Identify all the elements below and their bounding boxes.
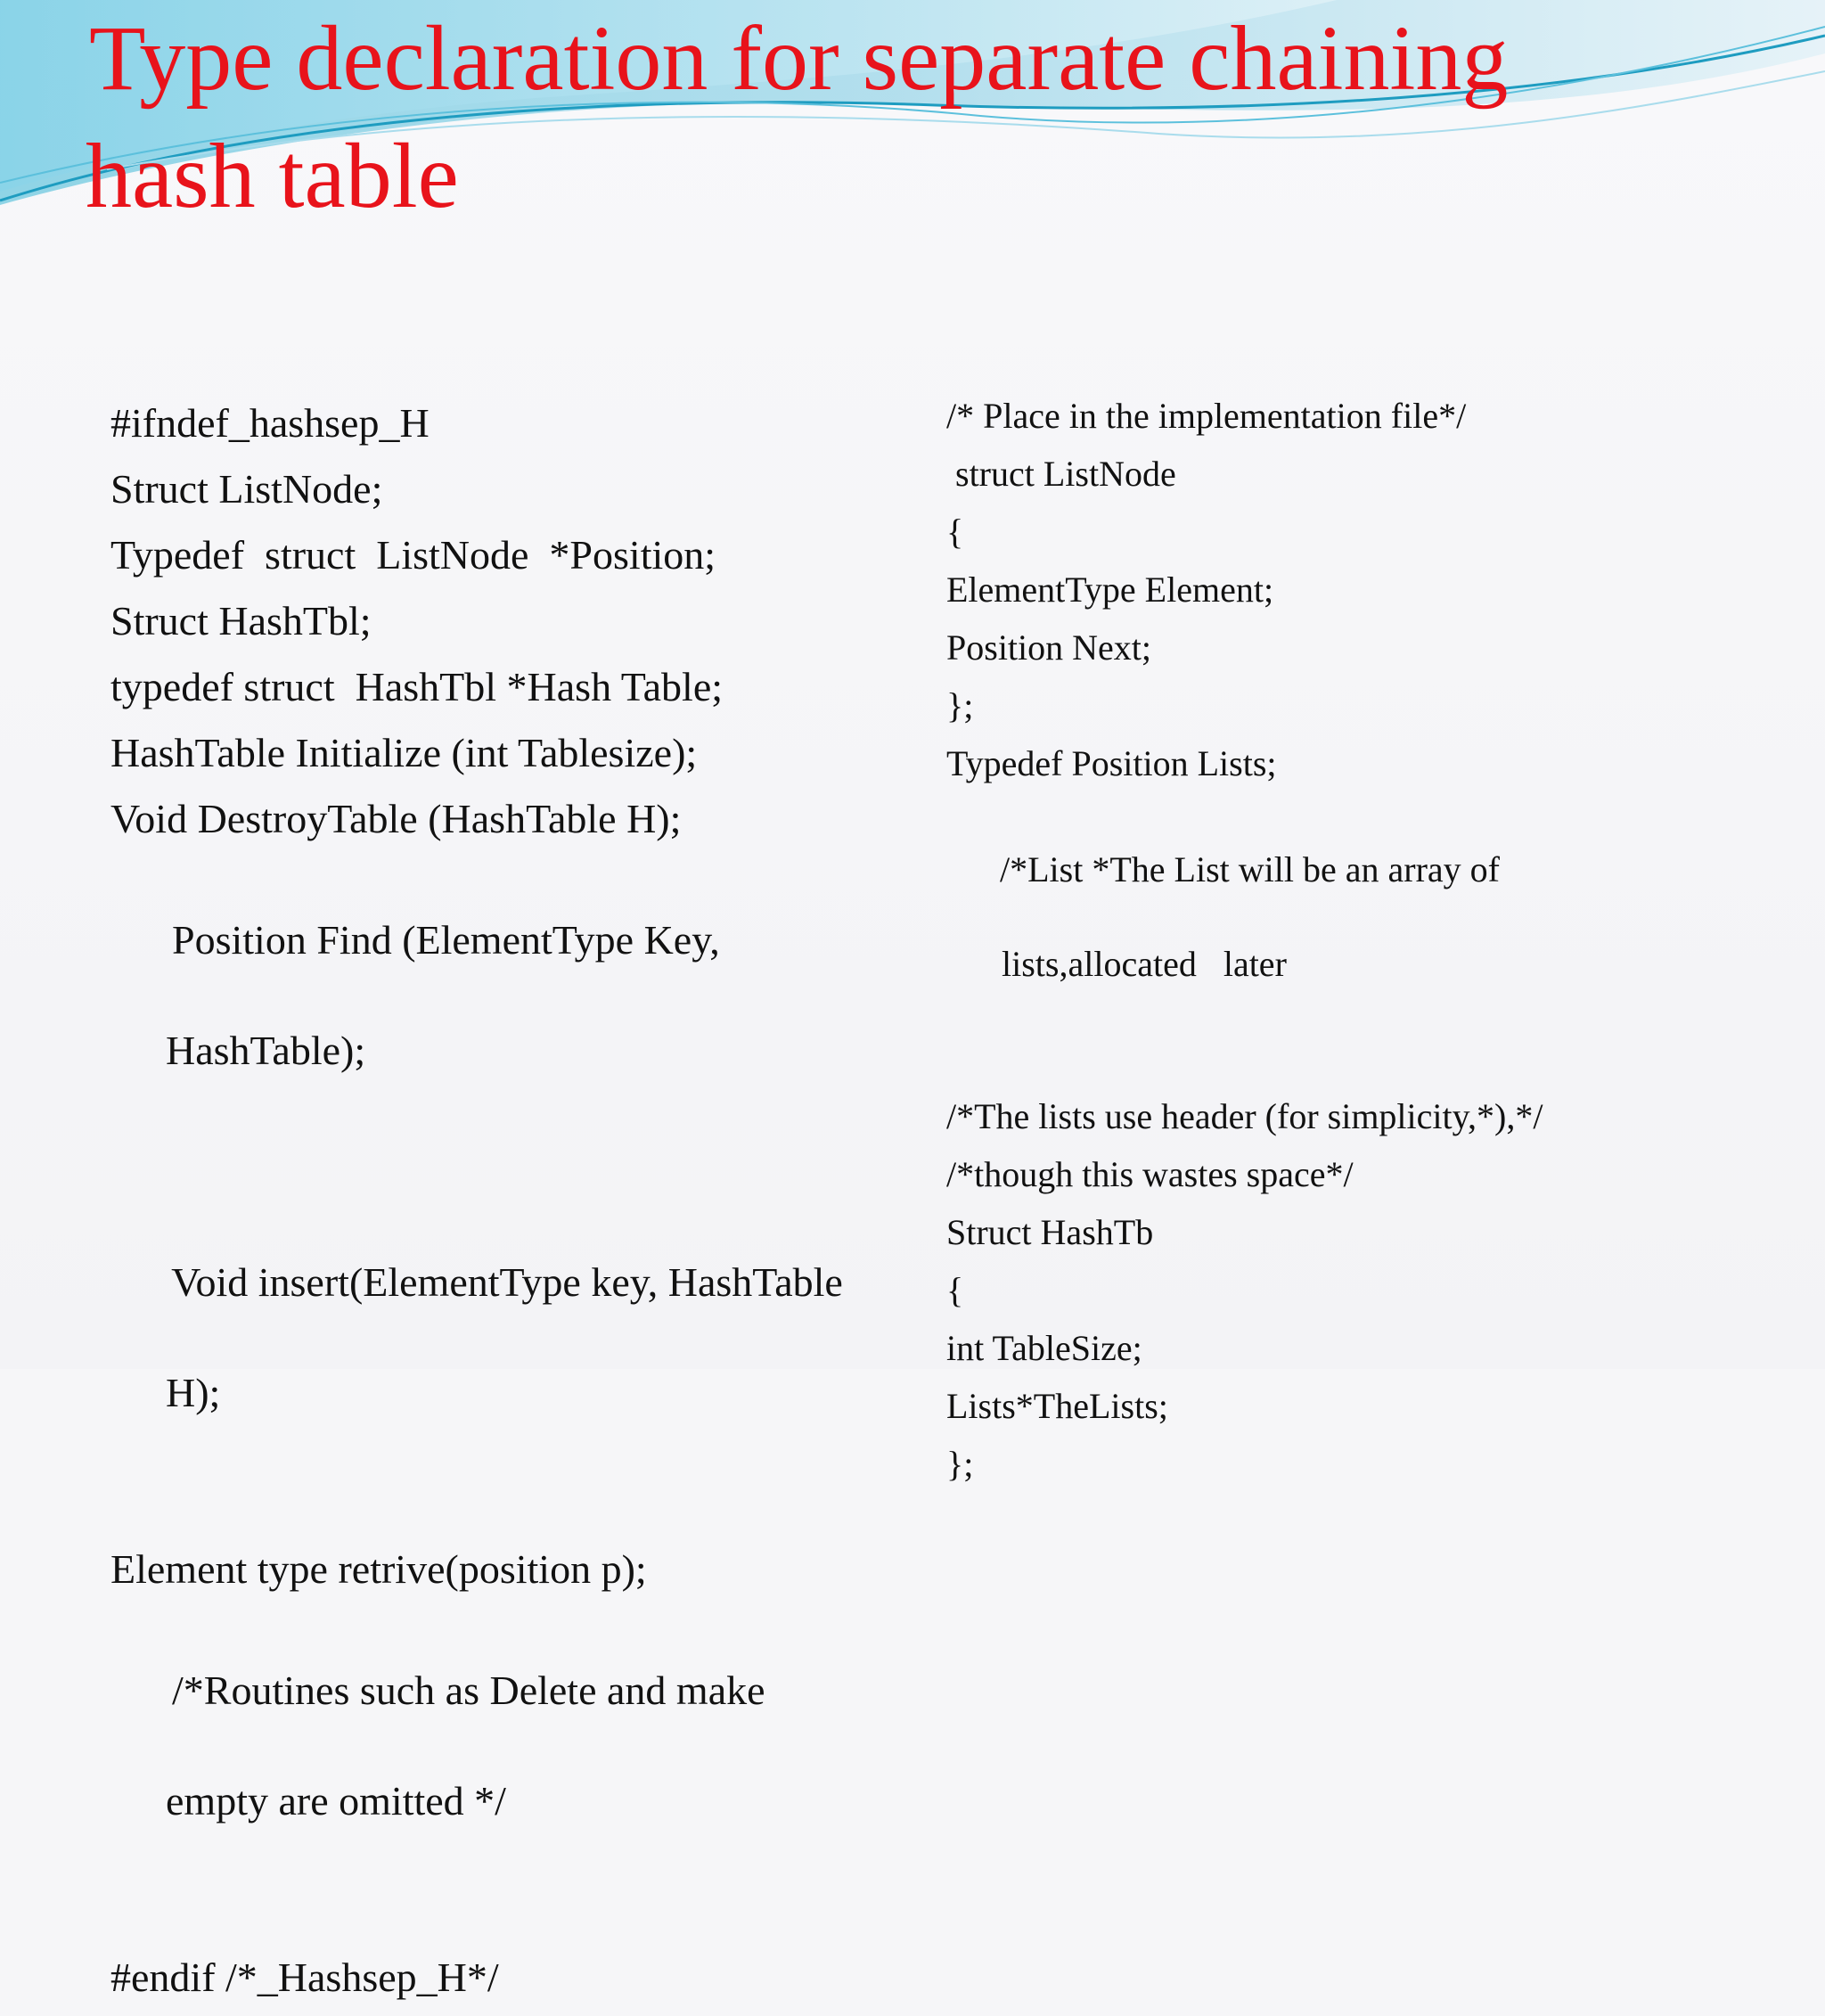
code-line	[946, 798, 1784, 1083]
code-line: Typedef Position Lists;	[946, 743, 1277, 783]
code-line: struct ListNode	[946, 454, 1176, 494]
code-line-text: /*List *The List will be an array of	[1000, 849, 1500, 889]
code-line: Struct ListNode;	[110, 466, 383, 512]
code-line-continuation: HashTable);	[166, 1028, 366, 1073]
left-code-column	[110, 396, 895, 2016]
code-line: {	[946, 512, 964, 552]
code-line	[110, 1608, 895, 1939]
code-line: Element type retrive(position p);	[110, 1546, 647, 1592]
code-line: Typedef struct ListNode *Position;	[110, 532, 716, 578]
code-line: Position Next;	[946, 627, 1152, 668]
code-line-text: Position Find (ElementType Key,	[172, 917, 720, 963]
code-line: Void DestroyTable (HashTable H);	[110, 796, 682, 841]
code-line: };	[946, 685, 974, 725]
code-line: HashTable Initialize (int Tablesize);	[110, 730, 698, 775]
title-line-2: hash table	[86, 125, 459, 227]
right-code-column	[946, 392, 1784, 1498]
code-line: Struct HashTbl;	[110, 598, 372, 643]
code-line: {	[946, 1270, 964, 1310]
code-line: /* Place in the implementation file*/	[946, 396, 1467, 436]
slide-title	[86, 0, 1764, 235]
code-line: /*The lists use header (for simplicity,*),*/	[946, 1096, 1543, 1136]
code-line-continuation: H);	[166, 1370, 221, 1415]
code-line: typedef struct HashTbl *Hash Table;	[110, 664, 724, 709]
code-line: Lists*TheLists;	[946, 1386, 1168, 1426]
code-line	[110, 857, 895, 1189]
code-line: Struct HashTb	[946, 1212, 1154, 1252]
code-line-text: /*Routines such as Delete and make	[172, 1668, 765, 1713]
code-line: #ifndef_hashsep_H	[110, 400, 430, 446]
code-line: };	[946, 1444, 974, 1484]
code-line-text: Void insert(ElementType key, HashTable	[171, 1259, 843, 1305]
code-line: ElementType Element;	[946, 570, 1274, 610]
code-line-continuation: empty are omitted */	[166, 1778, 506, 1823]
code-line: int TableSize;	[946, 1328, 1142, 1368]
code-line: #endif /*_Hashsep_H*/	[110, 1955, 499, 2000]
code-line: /*though this wastes space*/	[946, 1154, 1354, 1194]
code-line-continuation: lists,allocated later	[1002, 944, 1287, 984]
code-line	[110, 1200, 895, 1531]
title-line-1: Type declaration for separate chaining	[89, 7, 1509, 110]
